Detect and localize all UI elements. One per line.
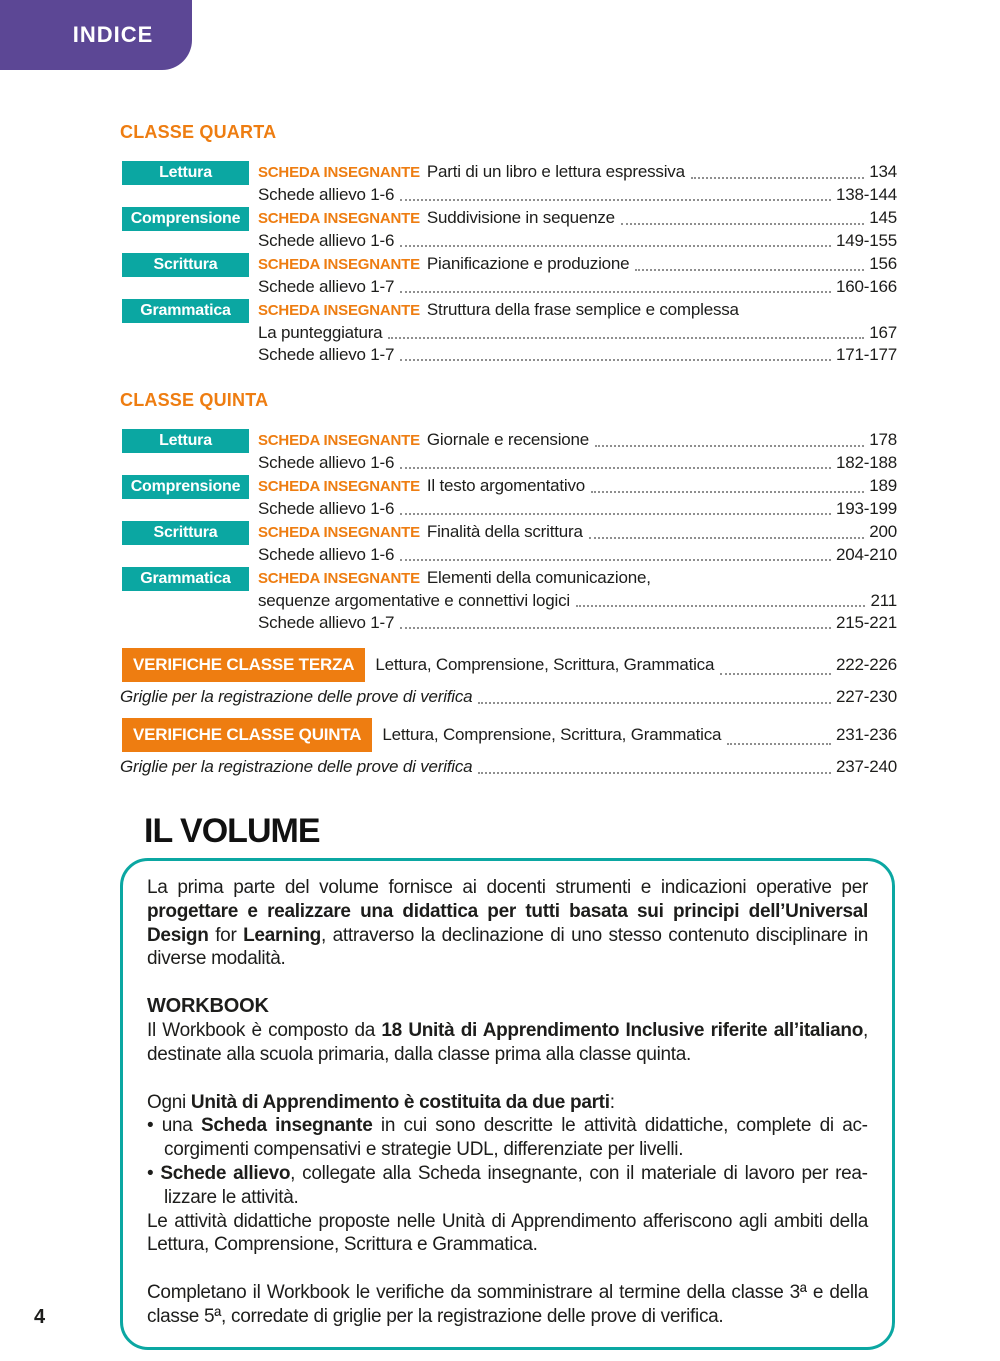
text-segment: progettare e realizzare una didattica per tutti basata sui principi dell’Universal Design xyxy=(147,900,868,946)
entry-title: La punteggiatura xyxy=(258,323,383,342)
entry-title: Pianificazione e produzione xyxy=(426,254,630,273)
entry-line xyxy=(258,452,897,474)
entry-lines xyxy=(258,567,897,634)
text-segment: Unità di Apprendimento è costituita da due parti xyxy=(190,1091,610,1113)
entry-title: Schede allievo 1-7 xyxy=(258,613,395,632)
text-segment: Ogni xyxy=(147,1091,191,1113)
entry-title: Schede allievo 1-7 xyxy=(258,345,395,364)
index-entry-comprensione xyxy=(122,475,897,520)
page-ref: 134 xyxy=(869,162,897,181)
text-segment: , attraverso la declinazione di uno stesso contenuto disciplinare in diverse modalità. xyxy=(147,924,868,970)
entry-line xyxy=(258,521,897,544)
dot-leader xyxy=(400,627,831,629)
entry-lines xyxy=(258,253,897,298)
category-badge: Grammatica xyxy=(122,567,249,591)
text-segment: in cui sono descritte le attività didattiche, complete di accorgimenti compensativi e strategie UDL, differenziate per livelli. xyxy=(164,1115,868,1161)
page-ref: 231-236 xyxy=(836,725,897,744)
griglie-title: Griglie per la registrazione delle prove di verifica xyxy=(120,687,473,706)
entry-title: sequenze argomentative e connettivi logici xyxy=(258,591,570,610)
index-entry-grammatica xyxy=(122,299,897,366)
scheda-insegnante-label: SCHEDA INSEGNANTE xyxy=(258,478,420,495)
badge-column xyxy=(122,521,258,566)
page-ref: 227-230 xyxy=(836,687,897,706)
page-ref: 215-221 xyxy=(836,613,897,632)
dot-leader xyxy=(400,467,831,469)
page-ref: 160-166 xyxy=(836,277,897,296)
category-badge: Grammatica xyxy=(122,299,249,323)
verifiche-block-verifiche-classe-quinta xyxy=(120,718,897,782)
index-entry-scrittura xyxy=(122,521,897,566)
dot-leader xyxy=(635,269,864,271)
entry-line xyxy=(258,567,897,590)
badge-column xyxy=(122,161,258,206)
page-ref: 145 xyxy=(869,208,897,227)
text-segment: for xyxy=(208,924,244,946)
text-segment: Completano il Workbook le verifiche da somministrare al termine della classe 3ª e della classe 5ª, corredate di griglie per la registrazione delle prove di verifica. xyxy=(147,1282,868,1327)
entry-title: Elementi della comunicazione, xyxy=(426,568,651,587)
text-segment: La prima parte del volume fornisce ai docenti strumenti e indicazioni operative per xyxy=(147,877,868,898)
entry-title: Struttura della frase semplice e complessa xyxy=(426,300,739,319)
volume-paragraph xyxy=(147,1281,868,1329)
bullet-marker: • xyxy=(147,1115,162,1137)
page-ref: 193-199 xyxy=(836,499,897,518)
text-segment: Learning xyxy=(243,924,321,946)
dot-leader xyxy=(478,702,831,704)
category-badge: Scrittura xyxy=(122,521,249,545)
scheda-insegnante-label: SCHEDA INSEGNANTE xyxy=(258,256,420,273)
verifiche-badge: VERIFICHE CLASSE TERZA xyxy=(122,648,365,682)
entry-line xyxy=(258,322,897,344)
scheda-insegnante-label: SCHEDA INSEGNANTE xyxy=(258,432,420,449)
entry-lines xyxy=(258,475,897,520)
text-segment: 18 Unità di Apprendimento Inclusive riferite all’italiano xyxy=(381,1019,864,1041)
badge-column xyxy=(122,567,258,634)
entry-line xyxy=(258,299,897,322)
volume-paragraph xyxy=(147,1091,868,1115)
scheda-insegnante-label: SCHEDA INSEGNANTE xyxy=(258,210,420,227)
badge-column xyxy=(122,299,258,366)
dot-leader xyxy=(589,537,865,539)
volume-subheading: WORKBOOK xyxy=(147,995,269,1018)
volume-paragraph xyxy=(147,1019,868,1067)
section-title-classe-quarta: CLASSE QUARTA xyxy=(120,122,277,142)
category-badge: Lettura xyxy=(122,161,249,185)
category-badge: Comprensione xyxy=(122,207,249,231)
verifiche-row xyxy=(122,718,897,752)
entry-title: Schede allievo 1-7 xyxy=(258,277,395,296)
text-segment: una xyxy=(161,1115,201,1137)
entry-title: Schede allievo 1-6 xyxy=(258,453,395,472)
text-segment: , collegate alla Scheda insegnante, con il materiale di lavoro per realizzare le attività. xyxy=(164,1162,868,1208)
verifiche-title: Lettura, Comprensione, Scrittura, Grammatica xyxy=(382,725,722,744)
page-ref: 178 xyxy=(869,430,897,449)
entry-title: Schede allievo 1-6 xyxy=(258,185,395,204)
entry-title: Suddivisione in sequenze xyxy=(426,208,615,227)
page-ref: 138-144 xyxy=(836,185,897,204)
volume-bullet xyxy=(147,1162,868,1210)
page-ref: 182-188 xyxy=(836,453,897,472)
entry-lines xyxy=(258,299,897,366)
index-entry-lettura xyxy=(122,429,897,474)
entry-title: Finalità della scrittura xyxy=(426,522,583,541)
text-segment: , destinate alla scuola primaria, dalla classe prima alla classe quinta. xyxy=(147,1019,868,1065)
volume-bullet xyxy=(147,1114,868,1162)
text-segment: Il Workbook è composto da xyxy=(147,1019,382,1041)
index-content xyxy=(120,0,897,1350)
dot-leader xyxy=(727,743,831,745)
entry-line xyxy=(258,544,897,566)
entry-title: Schede allievo 1-6 xyxy=(258,545,395,564)
page-ref: 171-177 xyxy=(836,345,897,364)
text-segment: Le attività didattiche proposte nelle Unità di Apprendimento afferiscono agli ambiti della Lettura, Comprensione, Scrittura e Grammatica. xyxy=(147,1210,868,1256)
volume-box xyxy=(120,858,895,1350)
text-segment: Scheda insegnante xyxy=(200,1115,373,1137)
entry-title: Schede allievo 1-6 xyxy=(258,499,395,518)
entry-lines xyxy=(258,161,897,206)
verifiche-list xyxy=(120,648,897,782)
page-ref: 156 xyxy=(869,254,897,273)
entry-line xyxy=(258,207,897,230)
page-ref: 189 xyxy=(869,476,897,495)
dot-leader xyxy=(478,772,831,774)
volume-title: IL VOLUME xyxy=(144,812,320,850)
badge-column xyxy=(122,207,258,252)
entry-line xyxy=(258,498,897,520)
entry-lines xyxy=(258,521,897,566)
entry-lines xyxy=(258,429,897,474)
entry-line xyxy=(258,344,897,366)
entry-line xyxy=(258,253,897,276)
entry-line xyxy=(258,230,897,252)
griglie-title: Griglie per la registrazione delle prove di verifica xyxy=(120,757,473,776)
category-badge: Comprensione xyxy=(122,475,249,499)
volume-paragraph xyxy=(147,876,868,971)
index-entry-lettura xyxy=(122,161,897,206)
dot-leader xyxy=(400,513,831,515)
index-entry-grammatica xyxy=(122,567,897,634)
page-ref: 237-240 xyxy=(836,757,897,776)
entry-lines xyxy=(258,207,897,252)
indice-tab-label: INDICE xyxy=(72,22,154,47)
scheda-insegnante-label: SCHEDA INSEGNANTE xyxy=(258,570,420,587)
verifiche-block-verifiche-classe-terza xyxy=(120,648,897,712)
dot-leader xyxy=(595,445,864,447)
page-ref: 204-210 xyxy=(836,545,897,564)
entry-line xyxy=(258,161,897,184)
index-entry-comprensione xyxy=(122,207,897,252)
entry-title: Schede allievo 1-6 xyxy=(258,231,395,250)
entry-line xyxy=(258,590,897,612)
page-ref: 167 xyxy=(869,323,897,342)
dot-leader xyxy=(621,223,864,225)
section-title-classe-quinta: CLASSE QUINTA xyxy=(120,390,269,410)
bullet-marker: • xyxy=(147,1162,161,1184)
dot-leader xyxy=(400,359,831,361)
dot-leader xyxy=(400,199,831,201)
index-entry-scrittura xyxy=(122,253,897,298)
scheda-insegnante-label: SCHEDA INSEGNANTE xyxy=(258,164,420,181)
index-sections xyxy=(120,122,897,634)
scheda-insegnante-label: SCHEDA INSEGNANTE xyxy=(258,302,420,319)
entry-title: Parti di un libro e lettura espressiva xyxy=(426,162,685,181)
page-ref: 200 xyxy=(869,522,897,541)
entry-line xyxy=(258,612,897,634)
category-badge: Scrittura xyxy=(122,253,249,277)
entry-line xyxy=(258,429,897,452)
text-segment: : xyxy=(609,1091,615,1113)
verifiche-row xyxy=(122,648,897,682)
verifiche-title: Lettura, Comprensione, Scrittura, Grammatica xyxy=(375,655,715,674)
text-segment: Schede allievo xyxy=(160,1162,291,1184)
page-ref: 222-226 xyxy=(836,655,897,674)
badge-column xyxy=(122,429,258,474)
entry-line xyxy=(258,276,897,298)
entry-title: Giornale e recensione xyxy=(426,430,590,449)
dot-leader xyxy=(720,673,831,675)
dot-leader xyxy=(400,245,831,247)
badge-column xyxy=(122,253,258,298)
dot-leader xyxy=(400,559,831,561)
entry-line xyxy=(258,475,897,498)
entry-line xyxy=(258,184,897,206)
griglie-entry xyxy=(120,752,897,782)
verifiche-badge: VERIFICHE CLASSE QUINTA xyxy=(122,718,372,752)
entry-title: Il testo argomentativo xyxy=(426,476,586,495)
scheda-insegnante-label: SCHEDA INSEGNANTE xyxy=(258,524,420,541)
dot-leader xyxy=(691,177,864,179)
page-ref: 149-155 xyxy=(836,231,897,250)
page-ref: 211 xyxy=(870,591,897,610)
dot-leader xyxy=(576,605,866,607)
volume-paragraph xyxy=(147,1210,868,1258)
dot-leader xyxy=(400,291,831,293)
category-badge: Lettura xyxy=(122,429,249,453)
badge-column xyxy=(122,475,258,520)
dot-leader xyxy=(591,491,864,493)
page-number: 4 xyxy=(34,1306,46,1328)
dot-leader xyxy=(388,337,864,339)
griglie-entry xyxy=(120,682,897,712)
